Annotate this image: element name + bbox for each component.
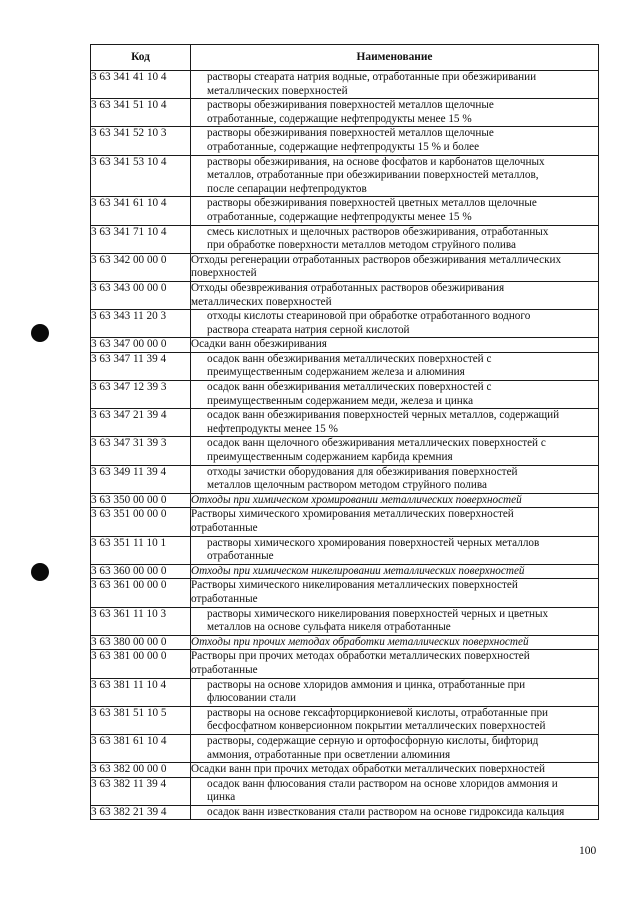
code-cell: 3 63 347 11 39 4 bbox=[91, 352, 191, 380]
code-cell: 3 63 361 11 10 3 bbox=[91, 607, 191, 635]
name-cell: растворы стеарата натрия водные, отработанные при обезжиривании металлических поверхностей bbox=[191, 71, 599, 99]
name-cell: растворы обезжиривания поверхностей металлов щелочные отработанные, содержащие нефтепродукты менее 15 % bbox=[191, 99, 599, 127]
name-cell: смесь кислотных и щелочных растворов обезжиривания, отработанных при обработке поверхности металлов методом струйного полива bbox=[191, 225, 599, 253]
table-row bbox=[91, 127, 599, 155]
code-cell: 3 63 341 71 10 4 bbox=[91, 225, 191, 253]
code-cell: 3 63 382 00 00 0 bbox=[91, 763, 191, 778]
code-cell: 3 63 360 00 00 0 bbox=[91, 564, 191, 579]
table-row bbox=[91, 409, 599, 437]
punch-hole bbox=[31, 324, 49, 342]
table-row bbox=[91, 381, 599, 409]
code-cell: 3 63 347 12 39 3 bbox=[91, 381, 191, 409]
table-row bbox=[91, 99, 599, 127]
name-cell: Растворы химического хромирования металлических поверхностей отработанные bbox=[191, 508, 599, 536]
name-cell: Отходы при химическом хромировании металлических поверхностей bbox=[191, 493, 599, 508]
name-cell: растворы на основе гексафторциркониевой кислоты, отработанные при бесфосфатном конверсионном покрытии металлических поверхностей bbox=[191, 706, 599, 734]
name-cell: Отходы обезвреживания отработанных растворов обезжиривания металлических поверхностей bbox=[191, 281, 599, 309]
code-cell: 3 63 382 21 39 4 bbox=[91, 805, 191, 820]
name-cell: отходы зачистки оборудования для обезжиривания поверхностей металлов щелочным раствором методом струйного полива bbox=[191, 465, 599, 493]
name-cell: осадок ванн обезжиривания металлических поверхностей с преимущественным содержанием меди, железа и цинка bbox=[191, 381, 599, 409]
name-cell: Отходы при прочих методах обработки металлических поверхностей bbox=[191, 635, 599, 650]
name-cell: Отходы при химическом никелировании металлических поверхностей bbox=[191, 564, 599, 579]
table-row bbox=[91, 253, 599, 281]
code-cell: 3 63 351 11 10 1 bbox=[91, 536, 191, 564]
code-cell: 3 63 350 00 00 0 bbox=[91, 493, 191, 508]
code-cell: 3 63 361 00 00 0 bbox=[91, 579, 191, 607]
table-row bbox=[91, 493, 599, 508]
table-row bbox=[91, 437, 599, 465]
name-cell: отходы кислоты стеариновой при обработке отработанного водного раствора стеарата натрия серной кислотой bbox=[191, 310, 599, 338]
punch-hole bbox=[31, 563, 49, 581]
code-cell: 3 63 381 11 10 4 bbox=[91, 678, 191, 706]
table-header-row bbox=[91, 45, 599, 71]
table-row bbox=[91, 734, 599, 762]
table-row bbox=[91, 352, 599, 380]
table-row bbox=[91, 536, 599, 564]
name-cell: осадок ванн щелочного обезжиривания металлических поверхностей с преимущественным содержанием карбида кремния bbox=[191, 437, 599, 465]
code-cell: 3 63 341 61 10 4 bbox=[91, 197, 191, 225]
table-row bbox=[91, 805, 599, 820]
code-cell: 3 63 341 51 10 4 bbox=[91, 99, 191, 127]
table-row bbox=[91, 225, 599, 253]
name-cell: Растворы при прочих методах обработки металлических поверхностей отработанные bbox=[191, 650, 599, 678]
code-cell: 3 63 342 00 00 0 bbox=[91, 253, 191, 281]
table-row bbox=[91, 678, 599, 706]
table-row bbox=[91, 763, 599, 778]
table-row bbox=[91, 777, 599, 805]
table-row bbox=[91, 650, 599, 678]
name-cell: Отходы регенерации отработанных растворов обезжиривания металлических поверхностей bbox=[191, 253, 599, 281]
table-row bbox=[91, 635, 599, 650]
code-column-header: Код bbox=[91, 45, 191, 71]
code-cell: 3 63 380 00 00 0 bbox=[91, 635, 191, 650]
table-row bbox=[91, 465, 599, 493]
code-cell: 3 63 341 41 10 4 bbox=[91, 71, 191, 99]
table-row bbox=[91, 155, 599, 197]
name-cell: растворы, содержащие серную и ортофосфорную кислоты, бифторид аммония, отработанные при осветлении алюминия bbox=[191, 734, 599, 762]
table-row bbox=[91, 310, 599, 338]
code-cell: 3 63 341 52 10 3 bbox=[91, 127, 191, 155]
code-cell: 3 63 343 11 20 3 bbox=[91, 310, 191, 338]
name-cell: растворы химического хромирования поверхностей черных металлов отработанные bbox=[191, 536, 599, 564]
code-cell: 3 63 341 53 10 4 bbox=[91, 155, 191, 197]
name-cell: осадок ванн известкования стали раствором на основе гидроксида кальция bbox=[191, 805, 599, 820]
name-cell: Осадки ванн обезжиривания bbox=[191, 338, 599, 353]
name-cell: растворы обезжиривания поверхностей цветных металлов щелочные отработанные, содержащие нефтепродукты менее 15 % bbox=[191, 197, 599, 225]
name-cell: Осадки ванн при прочих методах обработки металлических поверхностей bbox=[191, 763, 599, 778]
table-row bbox=[91, 607, 599, 635]
table-row bbox=[91, 508, 599, 536]
table-row bbox=[91, 281, 599, 309]
name-cell: растворы на основе хлоридов аммония и цинка, отработанные при флюсовании стали bbox=[191, 678, 599, 706]
name-cell: осадок ванн обезжиривания металлических поверхностей с преимущественным содержанием железа и алюминия bbox=[191, 352, 599, 380]
name-cell: растворы обезжиривания, на основе фосфатов и карбонатов щелочных металлов, отработанные при обезжиривании поверхностей металлов, после сепарации нефтепродуктов bbox=[191, 155, 599, 197]
name-cell: осадок ванн флюсования стали раствором на основе хлоридов аммония и цинка bbox=[191, 777, 599, 805]
code-cell: 3 63 382 11 39 4 bbox=[91, 777, 191, 805]
code-cell: 3 63 347 21 39 4 bbox=[91, 409, 191, 437]
code-cell: 3 63 351 00 00 0 bbox=[91, 508, 191, 536]
code-cell: 3 63 381 00 00 0 bbox=[91, 650, 191, 678]
name-cell: растворы химического никелирования поверхностей черных и цветных металлов на основе сульфата никеля отработанные bbox=[191, 607, 599, 635]
table-row bbox=[91, 579, 599, 607]
table-row bbox=[91, 564, 599, 579]
code-cell: 3 63 347 31 39 3 bbox=[91, 437, 191, 465]
code-cell: 3 63 381 51 10 5 bbox=[91, 706, 191, 734]
waste-code-table bbox=[90, 44, 599, 820]
name-cell: Растворы химического никелирования металлических поверхностей отработанные bbox=[191, 579, 599, 607]
code-cell: 3 63 381 61 10 4 bbox=[91, 734, 191, 762]
page-number: 100 bbox=[579, 845, 597, 857]
code-cell: 3 63 343 00 00 0 bbox=[91, 281, 191, 309]
table-row bbox=[91, 706, 599, 734]
table-row bbox=[91, 71, 599, 99]
name-cell: осадок ванн обезжиривания поверхностей черных металлов, содержащий нефтепродукты менее 15 % bbox=[191, 409, 599, 437]
table-row bbox=[91, 197, 599, 225]
name-cell: растворы обезжиривания поверхностей металлов щелочные отработанные, содержащие нефтепродукты 15 % и более bbox=[191, 127, 599, 155]
table-row bbox=[91, 338, 599, 353]
name-column-header: Наименование bbox=[191, 45, 599, 71]
code-cell: 3 63 347 00 00 0 bbox=[91, 338, 191, 353]
code-cell: 3 63 349 11 39 4 bbox=[91, 465, 191, 493]
